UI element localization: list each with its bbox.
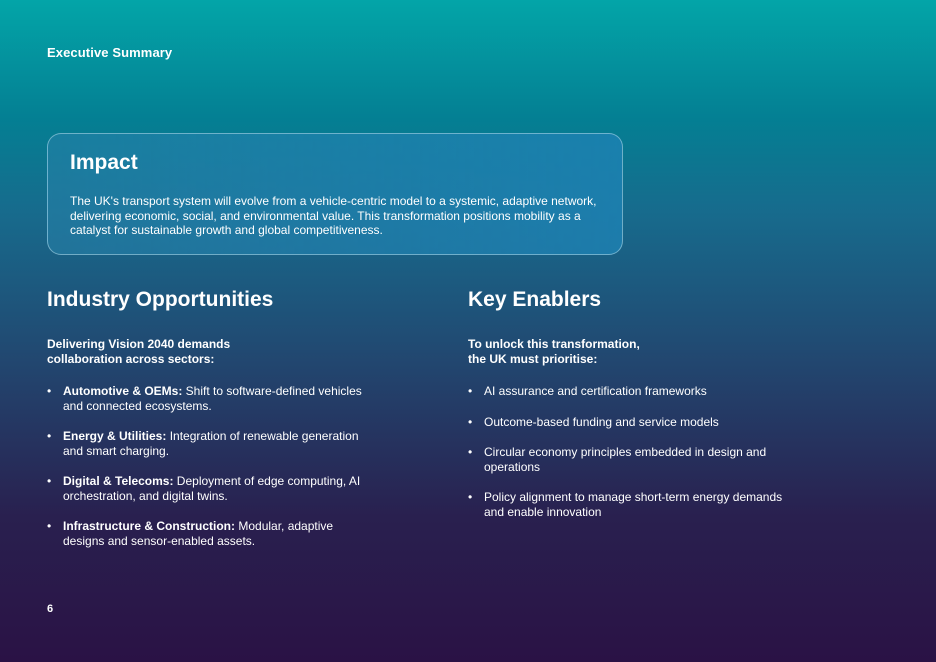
- key-enablers-section: [468, 287, 788, 535]
- list-item: [468, 384, 788, 399]
- industry-list: [47, 384, 377, 548]
- impact-panel: [47, 133, 623, 255]
- industry-title: Industry Opportunities: [47, 288, 274, 311]
- item-text: Policy alignment to manage short-term energy demands and enable innovation: [484, 490, 783, 519]
- industry-intro: Delivering Vision 2040 demands collaboration across sectors:: [47, 337, 231, 366]
- impact-text: The UK's transport system will evolve from a vehicle-centric model to a systemic, adaptive network, delivering economic, social, and environmental value. This transformation positions mobility as a catalyst for sustainable growth and global competitiveness.: [70, 194, 597, 237]
- list-item: [47, 519, 377, 548]
- item-text: Circular economy principles embedded in design and operations: [484, 445, 767, 474]
- industry-opportunities-section: [47, 287, 377, 564]
- enablers-list: [468, 384, 788, 519]
- page-number: 6: [47, 603, 54, 615]
- item-text: Outcome-based funding and service models: [484, 414, 719, 429]
- item-text: Integration of renewable generation and smart charging.: [63, 429, 359, 458]
- item-text: Deployment of edge computing, AI orchestration, and digital twins.: [63, 474, 361, 503]
- section-header: Executive Summary: [47, 45, 173, 60]
- enablers-intro: To unlock this transformation, the UK must prioritise:: [468, 337, 640, 366]
- list-item: [47, 384, 377, 413]
- bullet: •: [47, 474, 52, 488]
- enablers-title: Key Enablers: [468, 288, 602, 311]
- list-item: [47, 429, 377, 458]
- item-heading: Automotive & OEMs:: [63, 384, 183, 398]
- bullet: •: [468, 414, 473, 429]
- bullet: •: [47, 519, 52, 533]
- bullet: •: [468, 490, 473, 504]
- list-item: [47, 474, 377, 503]
- item-heading: Energy & Utilities:: [63, 429, 167, 443]
- impact-title: Impact: [70, 151, 138, 174]
- list-item: [468, 415, 788, 430]
- bullet: •: [47, 429, 52, 443]
- bullet: •: [468, 384, 473, 398]
- item-text: AI assurance and certification frameworks: [484, 384, 707, 398]
- list-item: [468, 445, 788, 474]
- item-text: Shift to software-defined vehicles and connected ecosystems.: [63, 384, 362, 413]
- item-heading: Digital & Telecoms:: [63, 474, 174, 488]
- item-heading: Infrastructure & Construction:: [63, 519, 236, 533]
- list-item: [468, 490, 788, 519]
- bullet: •: [468, 445, 473, 459]
- item-text: Modular, adaptive designs and sensor-enabled assets.: [63, 519, 334, 548]
- bullet: •: [47, 384, 52, 398]
